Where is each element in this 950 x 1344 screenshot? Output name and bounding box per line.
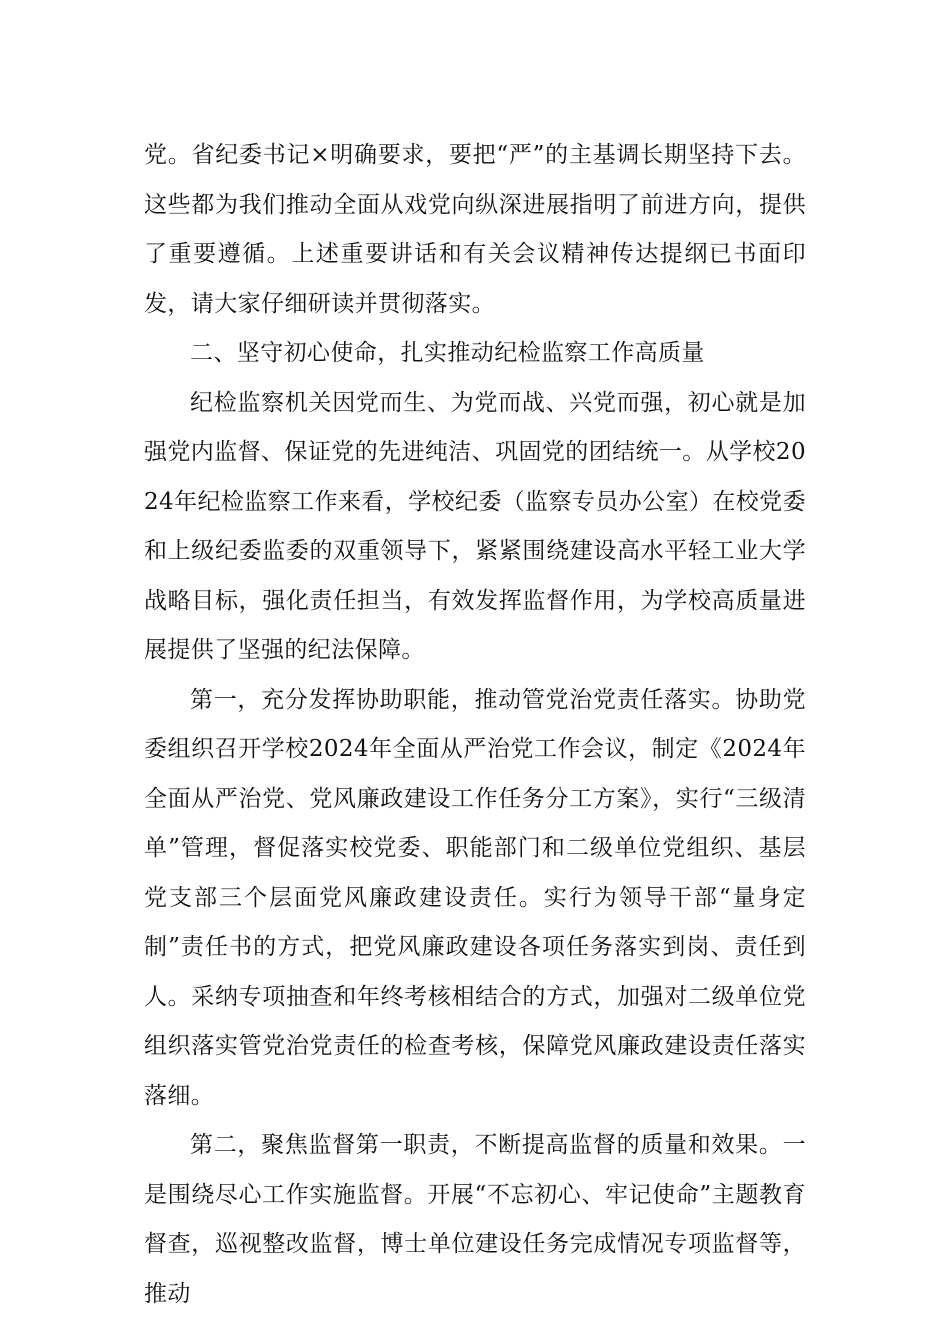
- paragraph-continued: 党。省纪委书记×明确要求，要把“严”的主基调长期坚持下去。这些都为我们推动全面从戏党向纵深进展指明了前进方向，提供了重要遵循。上述重要讲话和有关会议精神传达提纲已书面印发，请大家仔细研读并贯彻落实。: [144, 142, 806, 317]
- paragraph-second-point: 第二，聚焦监督第一职责，不断提高监督的质量和效果。一是围绕尽心工作实施监督。开展“不忘初心、牢记使命”主题教育督查，巡视整改监督，博士单位建设任务完成情况专项监督等，推动: [144, 1132, 806, 1307]
- paragraph-intro: 纪检监察机关因党而生、为党而战、兴党而强，初心就是加强党内监督、保证党的先进纯洁、巩固党的团结统一。从学校2024年纪检监察工作来看，学校纪委（监察专员办公室）在校党委和上级纪委监委的双重领导下，紧紧围绕建设高水平轻工业大学战略目标，强化责任担当，有效发挥监督作用，为学校高质量进展提供了坚强的纪法保障。: [144, 389, 806, 663]
- paragraph-first-point: 第一，充分发挥协助职能，推动管党治党责任落实。协助党委组织召开学校2024年全面从严治党工作会议，制定《2024年全面从严治党、党风廉政建设工作任务分工方案》，实行“三级清单”管理，督促落实校党委、职能部门和二级单位党组织、基层党支部三个层面党风廉政建设责任。实行为领导干部“量身定制”责任书的方式，把党风廉政建设各项任务落实到岗、责任到人。采纳专项抽查和年终考核相结合的方式，加强对二级单位党组织落实管党治党责任的检查考核，保障党风廉政建设责任落实落细。: [144, 686, 806, 1109]
- document-body: [144, 131, 806, 1319]
- section-heading: 二、坚守初心使命，扎实推动纪检监察工作高质量: [190, 340, 705, 366]
